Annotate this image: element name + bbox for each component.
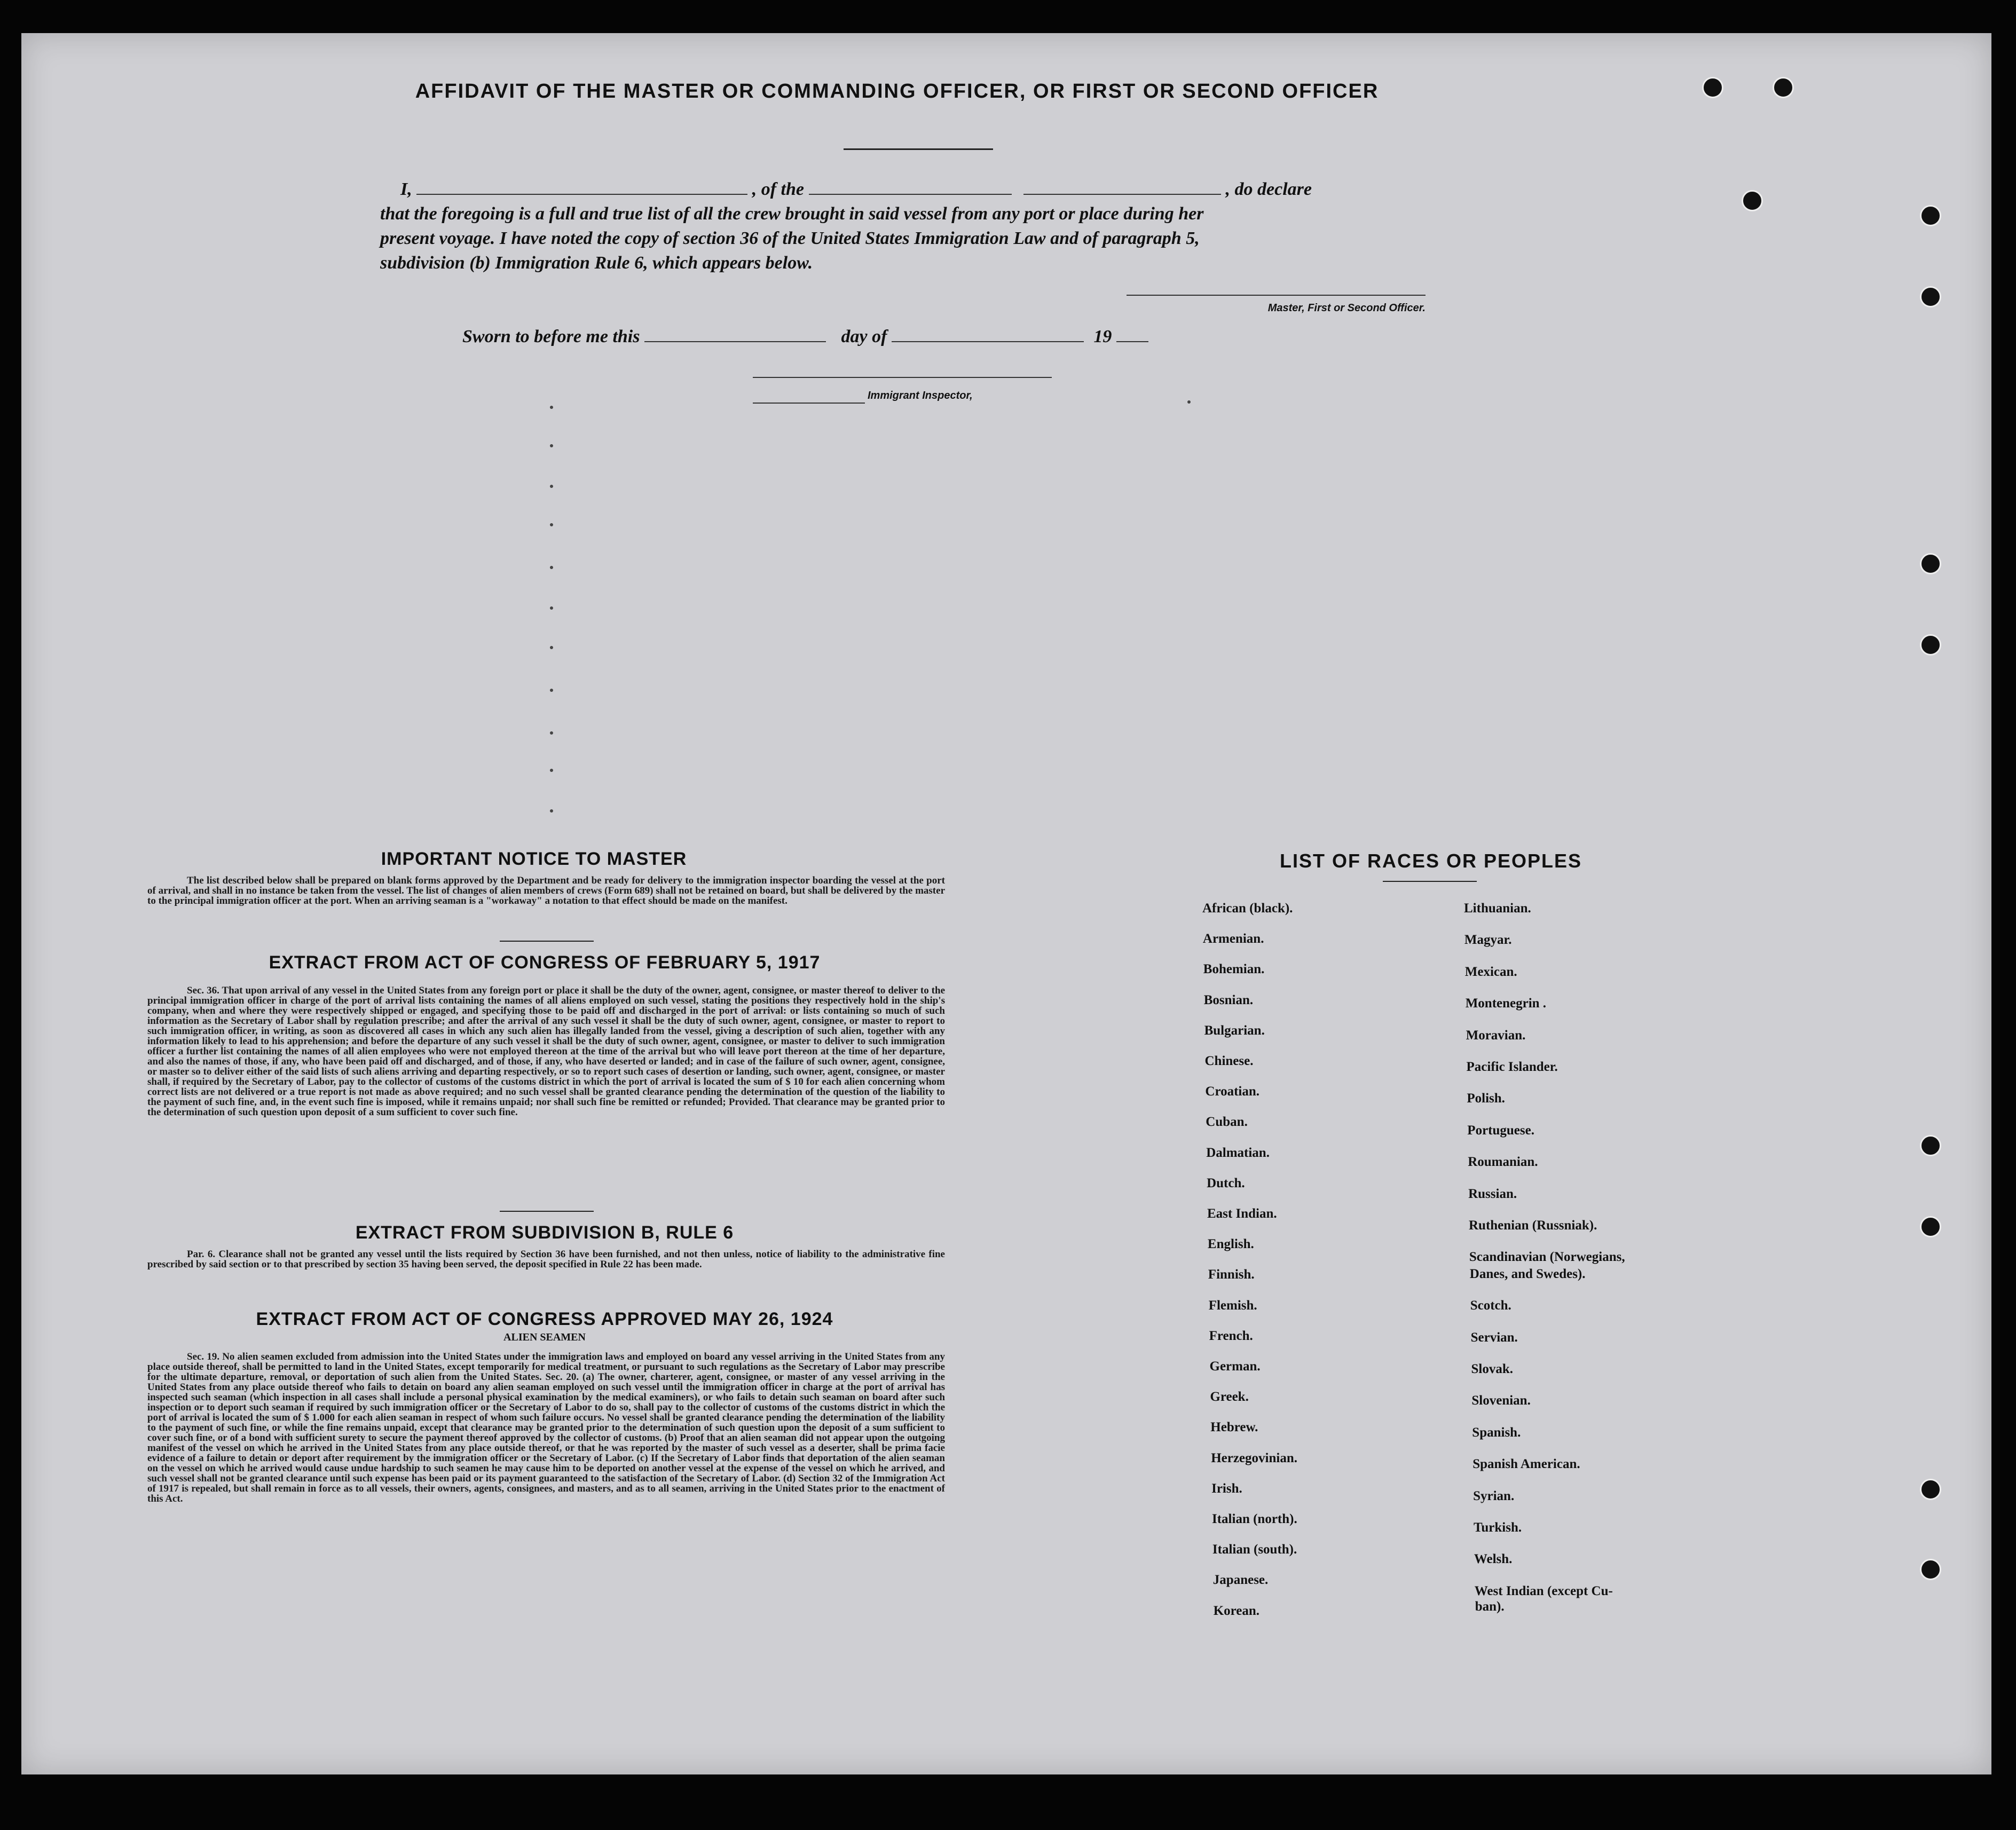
race-item: Bohemian.	[1203, 962, 1265, 977]
affidavit-line1	[400, 179, 1426, 200]
race-item: Turkish.	[1474, 1520, 1522, 1535]
race-item: Japanese.	[1212, 1573, 1269, 1588]
race-item: East Indian.	[1207, 1206, 1277, 1221]
title-underline	[844, 148, 993, 150]
race-item: Bosnian.	[1203, 992, 1254, 1007]
race-item: Spanish American.	[1472, 1457, 1580, 1472]
speck	[550, 646, 553, 649]
race-item: Magyar.	[1464, 933, 1512, 948]
speck	[550, 406, 553, 409]
race-item: Bulgarian.	[1204, 1023, 1265, 1038]
race-item: English.	[1207, 1237, 1254, 1252]
port-blank[interactable]	[1023, 194, 1221, 195]
day-of-label: day of	[841, 327, 887, 346]
race-item: Greek.	[1210, 1390, 1249, 1405]
race-item: West Indian (except Cu-	[1474, 1583, 1613, 1598]
race-item: Roumanian.	[1468, 1155, 1538, 1170]
sworn-label: Sworn to before me this	[462, 327, 640, 346]
race-item: Welsh.	[1474, 1552, 1513, 1567]
year-blank[interactable]	[1116, 341, 1148, 342]
extract-1917-text: Sec. 36. That upon arrival of any vessel in the United States from any foreign port or place it shall be the duty of the owner, agent, consignee, or master thereof to deliver to the principal immigration officer in charge of the port of arrival lists containing the names of all aliens employed on such vessel, stating the positions they respectively hold in the ship's company, when and where they were respectively shipped or engaged, and specifying those to be paid off and discharged in the port of arrival: or lists containing so much of such information as the Secretary of Labor shall by regulation prescribe; and after the arrival of any such vessel it shall be the duty of such owner, agent, consignee, or master to report to such immigration officer, in writing, as soon as discovered all cases in which any such alien has illegally landed from the vessel, giving a description of such alien, together with any information likely to lead to his apprehension; and before the departure of any such vessel it shall be the duty of such owner, agent, consignee, or master to deliver to such immigration officer a further list containing the names of all alien employees who were not employed thereon at the time of the arrival but who will leave port thereon at the time of her departure, and also the names of those, if any, who have been paid off and discharged, and of those, if any, who have deserted or landed; and in case of the failure of such owner, agent, consignee, or master so to deliver either of the said lists of such aliens arriving and departing respectively, or so to report such cases of desertion or landing, such owner, agent, consignee, or master shall, if required by the Secretary of Labor, pay to the collector of customs of the customs district in which the port of arrival is located the sum of $ 10 for each alien concerning whom correct lists are not delivered or a true report is not made as above required; and no such vessel shall be granted clearance pending the determination of the question of the liability to the payment of such fine, and, in the event such fine is imposed, while it remains unpaid; nor shall such fine be remitted or refunded; Provided. That clearance may be granted prior to the determination of such question upon deposit of a sum sufficient to cover such fine.	[147, 985, 945, 1118]
speck	[1187, 400, 1191, 404]
race-item: Scotch.	[1470, 1298, 1511, 1313]
speck	[550, 523, 553, 526]
signature-blank[interactable]	[1127, 295, 1426, 296]
signature-label: Master, First or Second Officer.	[1267, 302, 1426, 314]
extract-1924-text: Sec. 19. No alien seamen excluded from admission into the United States under the immigration laws and employed on board any vessel arriving in the United States from any place outside thereof, shall be permitted to land in the United States, except temporarily for medical treatment, or pursuant to such regulations as the Secretary of Labor may prescribe for the ultimate departure, removal, or deportation of such alien from the United States. Sec. 20. (a) The owner, charterer, agent, consignee, or master of any vessel arriving in the United States from any place outside thereof who fails to detain on board any alien seaman employed on such vessel until the immigration officer in charge at the port of arrival has inspected such seaman (which inspection in all cases shall include a personal physical examination by the medical examiners), or who fails to detain such seaman on board after such inspection or to deport such seaman if required by such immigration officer or the Secretary of Labor to do so, shall pay to the collector of customs of the customs district in which the port of arrival is located the sum of $ 1.000 for each alien seaman in respect of whom such failure occurs. No vessel shall be granted clearance pending the determination of the liability to the payment of such fine, or while the fine remains unpaid, except that clearance may be granted prior to the determination of such question upon the deposit of a sum sufficient to cover such fine, or of a bond with sufficient surety to secure the payment thereof approved by the collector of customs. (b) Proof that an alien seaman did not appear upon the outgoing manifest of the vessel on which he arrived in the United States from any place outside thereof, or that he was reported by the master of such vessel as a deserter, shall be prima facie evidence of a failure to detain or deport after requirement by the immigration officer or the Secretary of Labor. (c) If the Secretary of Labor finds that deportation of the alien seaman on the vessel on which he arrived would cause undue hardship to such seamen he may cause him to be deported on another vessel at the expense of the vessel on which he arrived, and such vessel shall not be granted clearance until such expense has been paid or its payment guaranteed to the satisfaction of the Secretary of Labor. (d) Section 32 of the Immigration Act of 1917 is repealed, but shall remain in force as to all vessels, their owners, agents, consignees, and masters, and as to all seamen, arriving in the United States prior to the enactment of this Act.	[147, 1351, 945, 1504]
race-item: Ruthenian (Russniak).	[1469, 1218, 1597, 1233]
day-blank[interactable]	[644, 341, 826, 342]
affidavit-title: AFFIDAVIT OF THE MASTER OR COMMANDING OFFICER, OR FIRST OR SECOND OFFICER	[415, 80, 1379, 102]
affidavit-line4: subdivision (b) Immigration Rule 6, which appears below.	[380, 253, 813, 273]
notice-text: The list described below shall be prepared on blank forms approved by the Department and be ready for delivery to the immigration inspector boarding the vessel at the port of arrival, and shall in no instance be taken from the vessel. The list of changes of alien members of crews (Form 689) shall not be retained on board, but shall be delivered by the master to the principal immigration officer at the port. When an arriving seaman is a "workaway" a notation to that effect should be made on the manifest.	[147, 875, 945, 906]
sworn-line	[462, 327, 1263, 347]
race-item: ban).	[1475, 1599, 1505, 1614]
race-item: African (black).	[1202, 901, 1293, 916]
race-item: Servian.	[1470, 1330, 1518, 1345]
race-item: Polish.	[1467, 1091, 1505, 1106]
race-item: French.	[1209, 1328, 1253, 1343]
speck	[550, 566, 553, 569]
race-item: Pacific Islander.	[1466, 1060, 1558, 1074]
notice-title: IMPORTANT NOTICE TO MASTER	[381, 849, 687, 869]
speck	[550, 689, 553, 692]
notice-rule	[500, 941, 594, 942]
inspector-blank-top[interactable]	[753, 377, 1052, 378]
month-blank[interactable]	[892, 341, 1084, 342]
race-item: Cuban.	[1206, 1115, 1248, 1130]
race-item: Chinese.	[1204, 1054, 1254, 1068]
race-item: Montenegrin .	[1465, 996, 1547, 1011]
race-item: Finnish.	[1208, 1267, 1255, 1282]
i-label: I,	[400, 179, 412, 199]
binder-hole	[1920, 286, 1941, 307]
race-item: Mexican.	[1464, 964, 1517, 979]
race-item: Flemish.	[1208, 1298, 1257, 1313]
race-item: Portuguese.	[1467, 1123, 1534, 1138]
race-item: Italian (south).	[1212, 1542, 1297, 1557]
race-item: Italian (north).	[1212, 1512, 1297, 1526]
inspector-blank[interactable]	[753, 403, 865, 404]
binder-hole	[1920, 553, 1941, 574]
do-declare-label: , do declare	[1225, 179, 1312, 199]
race-item: Herzegovinian.	[1211, 1450, 1297, 1465]
race-item: Dalmatian.	[1206, 1145, 1270, 1160]
year-label: 19	[1093, 327, 1112, 346]
of-the-label: , of the	[752, 179, 805, 199]
race-item: Lithuanian.	[1464, 901, 1531, 916]
race-item: Korean.	[1213, 1603, 1260, 1618]
race-item: Irish.	[1211, 1481, 1242, 1496]
affidavit-line2: that the foregoing is a full and true list of all the crew brought in said vessel from any port or place during her	[380, 204, 1204, 224]
race-item: Russian.	[1468, 1186, 1517, 1201]
race-item: Danes, and Swedes).	[1469, 1266, 1586, 1281]
binder-hole	[1920, 1479, 1941, 1500]
race-item: Slovenian.	[1471, 1393, 1531, 1408]
race-item: Spanish.	[1472, 1425, 1521, 1440]
name-blank[interactable]	[416, 194, 747, 195]
race-item: Scandinavian (Norwegians,	[1469, 1250, 1625, 1265]
inspector-label: Immigrant Inspector,	[868, 390, 973, 401]
race-item: German.	[1209, 1359, 1261, 1374]
rule6-title: EXTRACT FROM SUBDIVISION B, RULE 6	[355, 1222, 734, 1243]
speck	[550, 444, 553, 447]
binder-hole	[1742, 190, 1763, 211]
extract-1917-title: EXTRACT FROM ACT OF CONGRESS OF FEBRUARY 5, 1917	[269, 952, 821, 973]
races-title: LIST OF RACES OR PEOPLES	[1279, 850, 1582, 872]
race-item: Hebrew.	[1210, 1420, 1258, 1435]
extract-1917-rule	[500, 1211, 594, 1212]
binder-hole	[1702, 77, 1723, 98]
speck	[550, 809, 553, 813]
speck	[550, 485, 553, 488]
speck	[550, 769, 553, 772]
speck	[550, 606, 553, 610]
binder-hole	[1920, 205, 1941, 226]
binder-hole	[1773, 77, 1794, 98]
binder-hole	[1920, 1135, 1941, 1156]
binder-hole	[1920, 1216, 1941, 1237]
race-item: Moravian.	[1466, 1028, 1526, 1043]
binder-hole	[1920, 1559, 1941, 1580]
races-rule	[1383, 881, 1477, 882]
race-item: Armenian.	[1202, 932, 1264, 946]
race-item: Slovak.	[1471, 1362, 1514, 1376]
extract-1924-title: EXTRACT FROM ACT OF CONGRESS APPROVED MAY 26, 1924	[256, 1309, 833, 1329]
race-item: Croatian.	[1205, 1084, 1260, 1099]
speck	[550, 731, 553, 735]
race-item: Dutch.	[1207, 1176, 1245, 1190]
binder-hole	[1920, 634, 1941, 656]
race-item: Syrian.	[1473, 1488, 1515, 1503]
vessel-blank[interactable]	[809, 194, 1012, 195]
rule6-text: Par. 6. Clearance shall not be granted any vessel until the lists required by Section 36 have been furnished, and not then unless, notice of liability to the administrative fine prescribed by said section or to that prescribed by section 35 having been served, the deposit specified in Rule 22 has been made.	[147, 1249, 945, 1270]
extract-1924-subtitle: ALIEN SEAMEN	[503, 1331, 586, 1343]
affidavit-line3: present voyage. I have noted the copy of section 36 of the United States Immigration Law and of paragraph 5,	[380, 228, 1200, 248]
